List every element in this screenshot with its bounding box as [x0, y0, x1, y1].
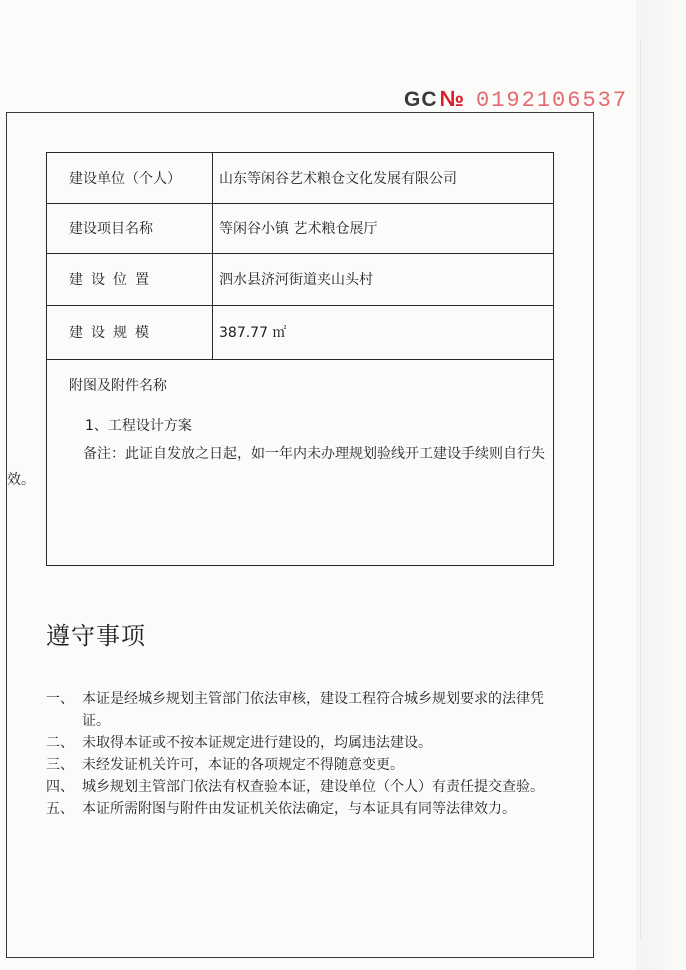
- serial-number: [404, 86, 628, 113]
- attachments-section: [7, 359, 553, 565]
- notice-item: [46, 688, 566, 732]
- table-row-project-name: [47, 203, 553, 254]
- row-value-unit: 山东等闲谷艺术粮仓文化发展有限公司: [219, 171, 457, 187]
- notices-list: [46, 688, 566, 820]
- notice-text: 未经发证机关许可，本证的各项规定不得随意变更。: [82, 757, 404, 773]
- table-row-location: [47, 253, 553, 306]
- attachments-title: 附图及附件名称: [69, 378, 167, 394]
- attachment-item: 1、工程设计方案: [85, 418, 192, 434]
- row-value-scale: 387.77 ㎡: [219, 325, 287, 341]
- notice-item: [46, 732, 566, 754]
- notice-number: 一、: [46, 691, 74, 707]
- serial-digits: 0192106537: [476, 88, 629, 113]
- row-label-unit: 建设单位（个人）: [47, 153, 213, 203]
- notice-number: 四、: [46, 779, 74, 795]
- serial-no-mark: №: [439, 86, 465, 111]
- notice-item: [46, 776, 566, 798]
- row-value-project-name: 等闲谷小镇 艺术粮仓展厅: [219, 221, 378, 237]
- project-info-table: [7, 152, 554, 566]
- notice-text: 城乡规划主管部门依法有权查验本证，建设单位（个人）有责任提交查验。: [82, 779, 544, 795]
- notice-text: 未取得本证或不按本证规定进行建设的，均属违法建设。: [82, 735, 432, 751]
- row-value-location: 泗水县济河街道夹山头村: [219, 272, 373, 288]
- attachment-remark: 备注：此证自发放之日起，如一年内未办理规划验线开工建设手续则自行失效。: [7, 446, 545, 488]
- notices-title: 遵守事项: [46, 622, 146, 650]
- page-edge-line: [640, 40, 641, 940]
- row-label-scale: 建设规模: [47, 305, 213, 359]
- serial-prefix: GC: [404, 88, 438, 111]
- notice-number: 二、: [46, 735, 74, 751]
- notice-number: 五、: [46, 801, 74, 817]
- row-label-project-name: 建设项目名称: [47, 203, 213, 253]
- notice-text: 本证所需附图与附件由发证机关依法确定，与本证具有同等法律效力。: [82, 801, 516, 817]
- notice-text: 本证是经城乡规划主管部门依法审核，建设工程符合城乡规划要求的法律凭证。: [82, 691, 544, 729]
- table-row-scale: [47, 305, 553, 360]
- notice-number: 三、: [46, 757, 74, 773]
- notice-item: [46, 798, 566, 820]
- page-edge-shadow: [636, 0, 686, 970]
- table-row-unit: [47, 153, 553, 204]
- row-label-location: 建设位置: [47, 253, 213, 305]
- notice-item: [46, 754, 566, 776]
